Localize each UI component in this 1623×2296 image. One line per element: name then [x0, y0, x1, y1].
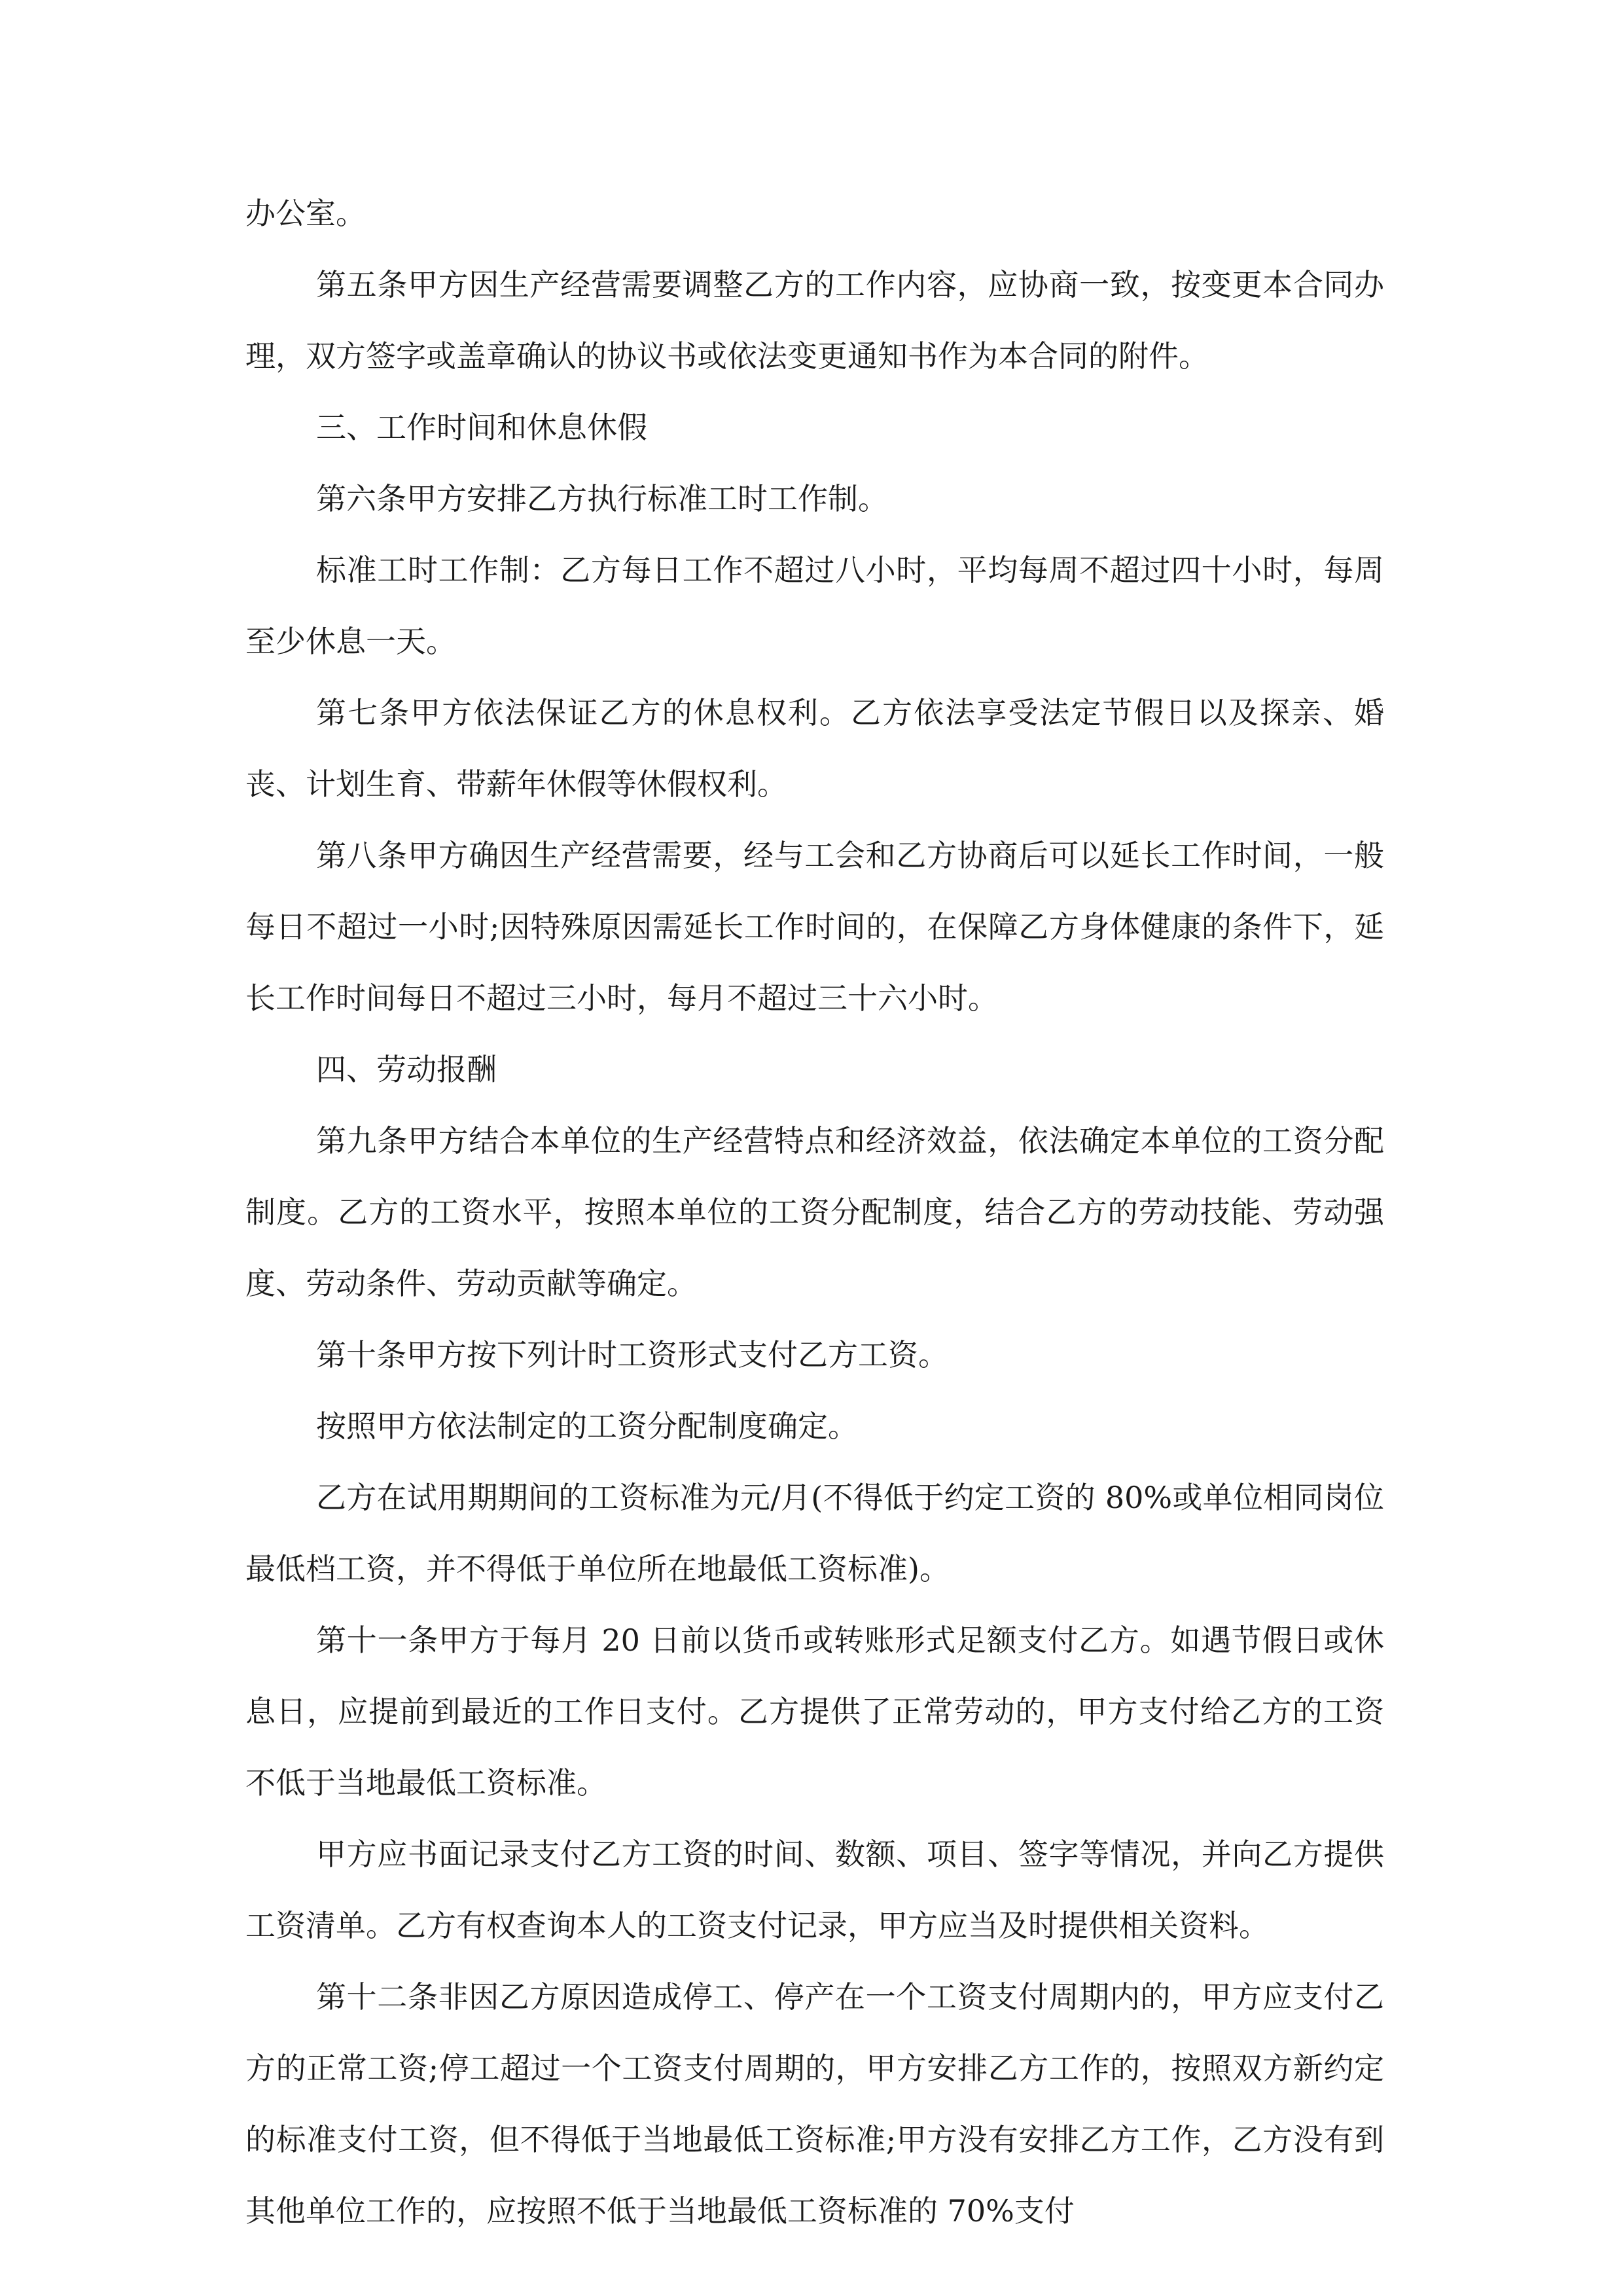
paragraph: 第五条甲方因生产经营需要调整乙方的工作内容，应协商一致，按变更本合同办理，双方签字或盖章确认的协议书或依法变更通知书作为本合同的附件。 — [245, 267, 1384, 374]
paragraph: 第十二条非因乙方原因造成停工、停产在一个工资支付周期内的，甲方应支付乙方的正常工资;停工超过一个工资支付周期的，甲方安排乙方工作的，按照双方新约定的标准支付工资，但不得低于当地最低工资标准;甲方没有安排乙方工作，乙方没有到其他单位工作的，应按照不低于当地最低工资标准的 70%支付 — [245, 1979, 1384, 2229]
paragraph: 第七条甲方依法保证乙方的休息权利。乙方依法享受法定节假日以及探亲、婚丧、计划生育、带薪年休假等休假权利。 — [245, 695, 1384, 802]
document-page — [245, 178, 1384, 2247]
paragraph: 第六条甲方安排乙方执行标准工时工作制。 — [316, 481, 888, 516]
paragraph: 办公室。 — [245, 196, 366, 231]
paragraph: 甲方应书面记录支付乙方工资的时间、数额、项目、签字等情况，并向乙方提供工资清单。乙方有权查询本人的工资支付记录，甲方应当及时提供相关资料。 — [245, 1837, 1384, 1943]
paragraph: 第九条甲方结合本单位的生产经营特点和经济效益，依法确定本单位的工资分配制度。乙方的工资水平，按照本单位的工资分配制度，结合乙方的劳动技能、劳动强度、劳动条件、劳动贡献等确定。 — [245, 1123, 1384, 1301]
section-heading: 四、劳动报酬 — [316, 1052, 497, 1087]
paragraph: 乙方在试用期期间的工资标准为元/月(不得低于约定工资的 80%或单位相同岗位最低档工资，并不得低于单位所在地最低工资标准)。 — [245, 1480, 1384, 1587]
section-heading: 三、工作时间和休息休假 — [316, 410, 647, 445]
paragraph: 按照甲方依法制定的工资分配制度确定。 — [316, 1408, 858, 1444]
paragraph: 第十条甲方按下列计时工资形式支付乙方工资。 — [316, 1337, 948, 1372]
paragraph: 第十一条甲方于每月 20 日前以货币或转账形式足额支付乙方。如遇节假日或休息日，应提前到最近的工作日支付。乙方提供了正常劳动的，甲方支付给乙方的工资不低于当地最低工资标准。 — [245, 1623, 1384, 1801]
paragraph: 标准工时工作制：乙方每日工作不超过八小时，平均每周不超过四十小时，每周至少休息一天。 — [245, 552, 1384, 659]
paragraph: 第八条甲方确因生产经营需要，经与工会和乙方协商后可以延长工作时间，一般每日不超过一小时;因特殊原因需延长工作时间的，在保障乙方身体健康的条件下，延长工作时间每日不超过三小时，每月不超过三十六小时。 — [245, 838, 1384, 1016]
